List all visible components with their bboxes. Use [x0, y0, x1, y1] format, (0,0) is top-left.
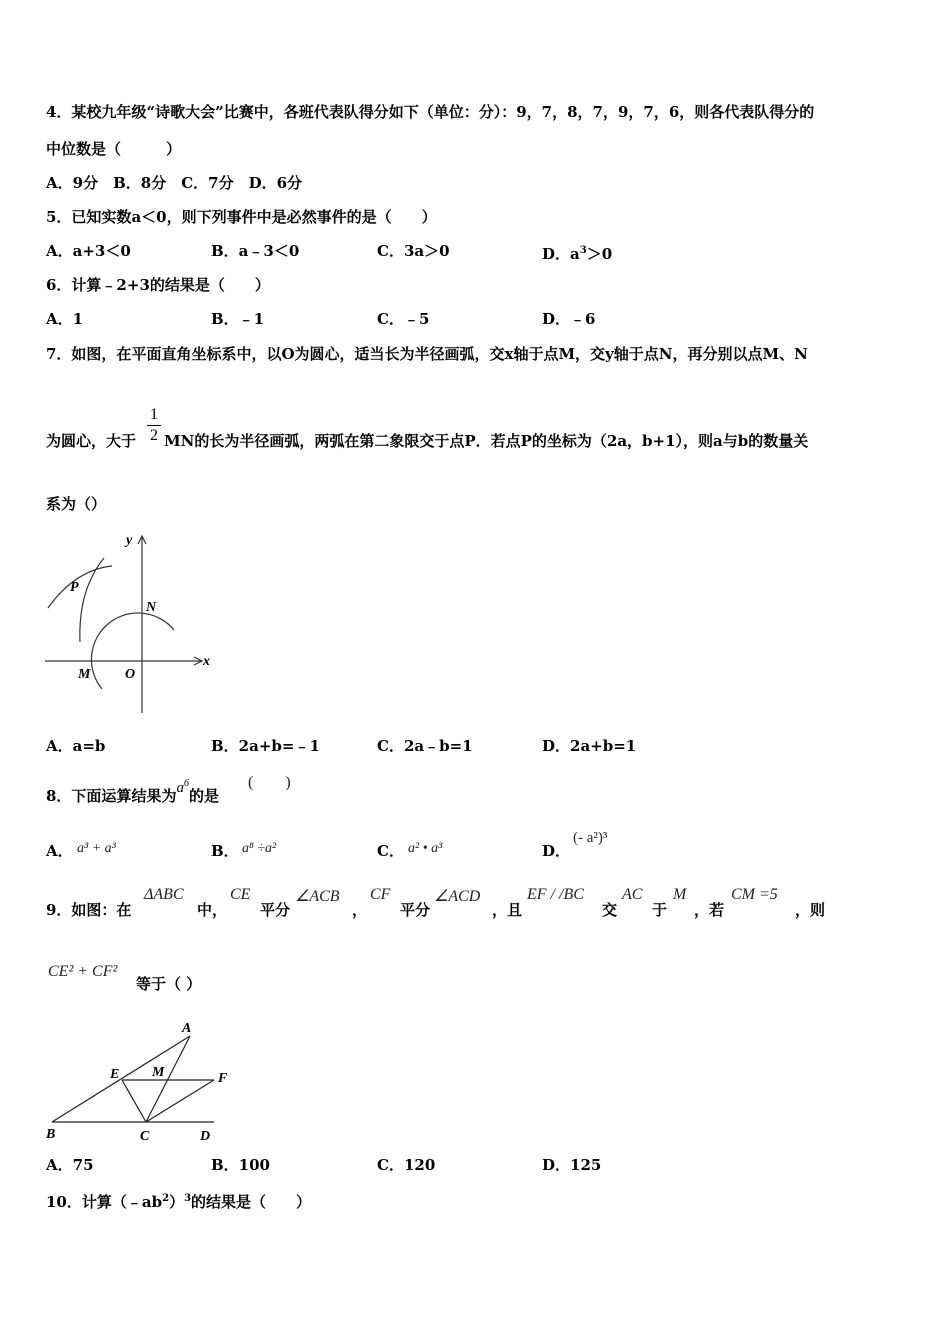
q4-options: A．9分 B．8分 C．7分 D．6分	[46, 174, 303, 192]
q9-text-4: ，	[352, 901, 368, 919]
q8-option-b-label: B．	[211, 842, 239, 860]
q7-fraction-denominator: 2	[150, 427, 158, 444]
q7-coordinate-figure	[40, 530, 230, 720]
q9-line2-math: CE² + CF²	[48, 963, 118, 980]
q7-label-n: N	[146, 600, 157, 615]
q9-text-5: 平分	[400, 901, 431, 919]
q7-label-m: M	[78, 667, 91, 682]
q9-math-7: AC	[622, 886, 643, 903]
q9-label-d: D	[200, 1129, 211, 1144]
q9-option-b: B．100	[211, 1156, 270, 1174]
q7-label-y: y	[126, 533, 133, 548]
q7-option-b: B．2a+b=﹣1	[211, 737, 320, 755]
q9-label-b: B	[46, 1127, 56, 1142]
q9-math-8: M	[673, 886, 687, 903]
q9-label-f: F	[218, 1071, 228, 1086]
q7-option-d: D．2a+b=1	[542, 737, 637, 755]
q9-math-2: CE	[230, 886, 251, 903]
q8-option-a-label: A．	[46, 842, 73, 860]
q9-math-9: CM =5	[731, 886, 778, 903]
q7-arc-m	[48, 566, 112, 608]
q8-stem-prefix: 8．下面运算结果为	[46, 787, 177, 805]
q9-text-3: 平分	[260, 901, 291, 919]
q9-text-1: 9．如图：在	[46, 901, 132, 919]
q8-paren: ( )	[248, 774, 291, 791]
q9-text-7: 交	[602, 901, 618, 919]
q7-fraction	[147, 406, 161, 445]
q6-option-a: A．1	[46, 310, 84, 328]
q9-text-6: ，且	[492, 901, 523, 919]
q5-stem: 5．已知实数a＜0，则下列事件中是必然事件的是（ ）	[46, 208, 437, 226]
q9-text-9: ，若	[694, 901, 725, 919]
q8-stem-math: $a^6$	[176, 778, 189, 796]
q8-option-d-label: D．	[542, 842, 571, 860]
q9-label-c: C	[140, 1129, 150, 1144]
q8-stem	[46, 778, 219, 807]
q9-label-e: E	[110, 1067, 120, 1082]
q6-option-d: D．﹣6	[542, 310, 596, 328]
q6-option-c: C．﹣5	[377, 310, 430, 328]
q5-option-a: A．a+3＜0	[46, 242, 131, 260]
q4-stem-line1: 4．某校九年级“诗歌大会”比赛中，各班代表队得分如下（单位：分）：9，7，8，7，9，7，6，则各代表队得分的	[46, 103, 815, 121]
q7-stem-line2-suffix: MN的长为半径画弧，两弧在第二象限交于点P．若点P的坐标为（2a，b+1），则a与b的数量关	[164, 432, 809, 450]
q9-label-a: A	[182, 1021, 192, 1036]
q6-option-b: B．﹣1	[211, 310, 265, 328]
q8-option-a-math: a³ + a³	[77, 841, 116, 856]
q5-option-b: B．a﹣3＜0	[211, 242, 300, 260]
q9-math-4: CF	[370, 886, 391, 903]
q7-option-c: C．2a﹣b=1	[377, 737, 473, 755]
q6-stem: 6．计算﹣2+3的结果是（ ）	[46, 276, 270, 294]
q9-math-1: ΔABC	[144, 886, 184, 903]
q4-stem-line2: 中位数是（ ）	[46, 140, 182, 158]
q7-label-o: O	[125, 667, 136, 682]
q9-option-d: D．125	[542, 1156, 602, 1174]
q9-math-6: EF / /BC	[527, 886, 584, 903]
q8-stem-suffix: 的是	[188, 787, 219, 805]
q9-text-10: ，则	[795, 901, 826, 919]
q7-stem-line3: 系为（）	[46, 495, 107, 513]
q5-option-d: D．$a^3>0$	[542, 245, 613, 263]
q9-text-2: 中，	[197, 901, 228, 919]
q7-label-x: x	[203, 654, 210, 669]
q9-line-ec	[122, 1080, 146, 1122]
q9-label-m: M	[152, 1065, 165, 1080]
q7-option-a: A．a=b	[46, 737, 106, 755]
q7-fraction-numerator: 1	[150, 406, 158, 423]
q8-option-d-math: (- a²)³	[573, 830, 608, 846]
q10-stem: 10．计算$(﹣ab^2)^3$的结果是（ ）	[46, 1193, 312, 1211]
q9-triangle-figure	[44, 1016, 244, 1148]
q9-option-c: C．120	[377, 1156, 436, 1174]
q9-option-a: A．75	[46, 1156, 94, 1174]
q9-math-5: ∠ACD	[434, 888, 481, 905]
q5-option-c: C．3a＞0	[377, 242, 450, 260]
q7-label-p: P	[70, 580, 79, 595]
q7-stem-line1: 7．如图，在平面直角坐标系中，以O为圆心，适当长为半径画弧，交x轴于点M，交y轴于点N，再分别以点M、N	[46, 345, 808, 363]
q7-stem-line2-prefix: 为圆心，大于	[46, 432, 137, 450]
q9-text-8: 于	[652, 901, 668, 919]
q8-option-c-math: a² • a³	[408, 841, 443, 856]
q9-line-ba	[52, 1036, 190, 1122]
q9-line2-text: 等于（ ）	[136, 975, 202, 993]
q9-math-3: ∠ACB	[295, 888, 340, 905]
q8-option-b-math: a⁸ ÷a²	[242, 841, 277, 856]
q8-option-c-label: C．	[377, 842, 404, 860]
q7-fraction-bar	[147, 425, 161, 426]
